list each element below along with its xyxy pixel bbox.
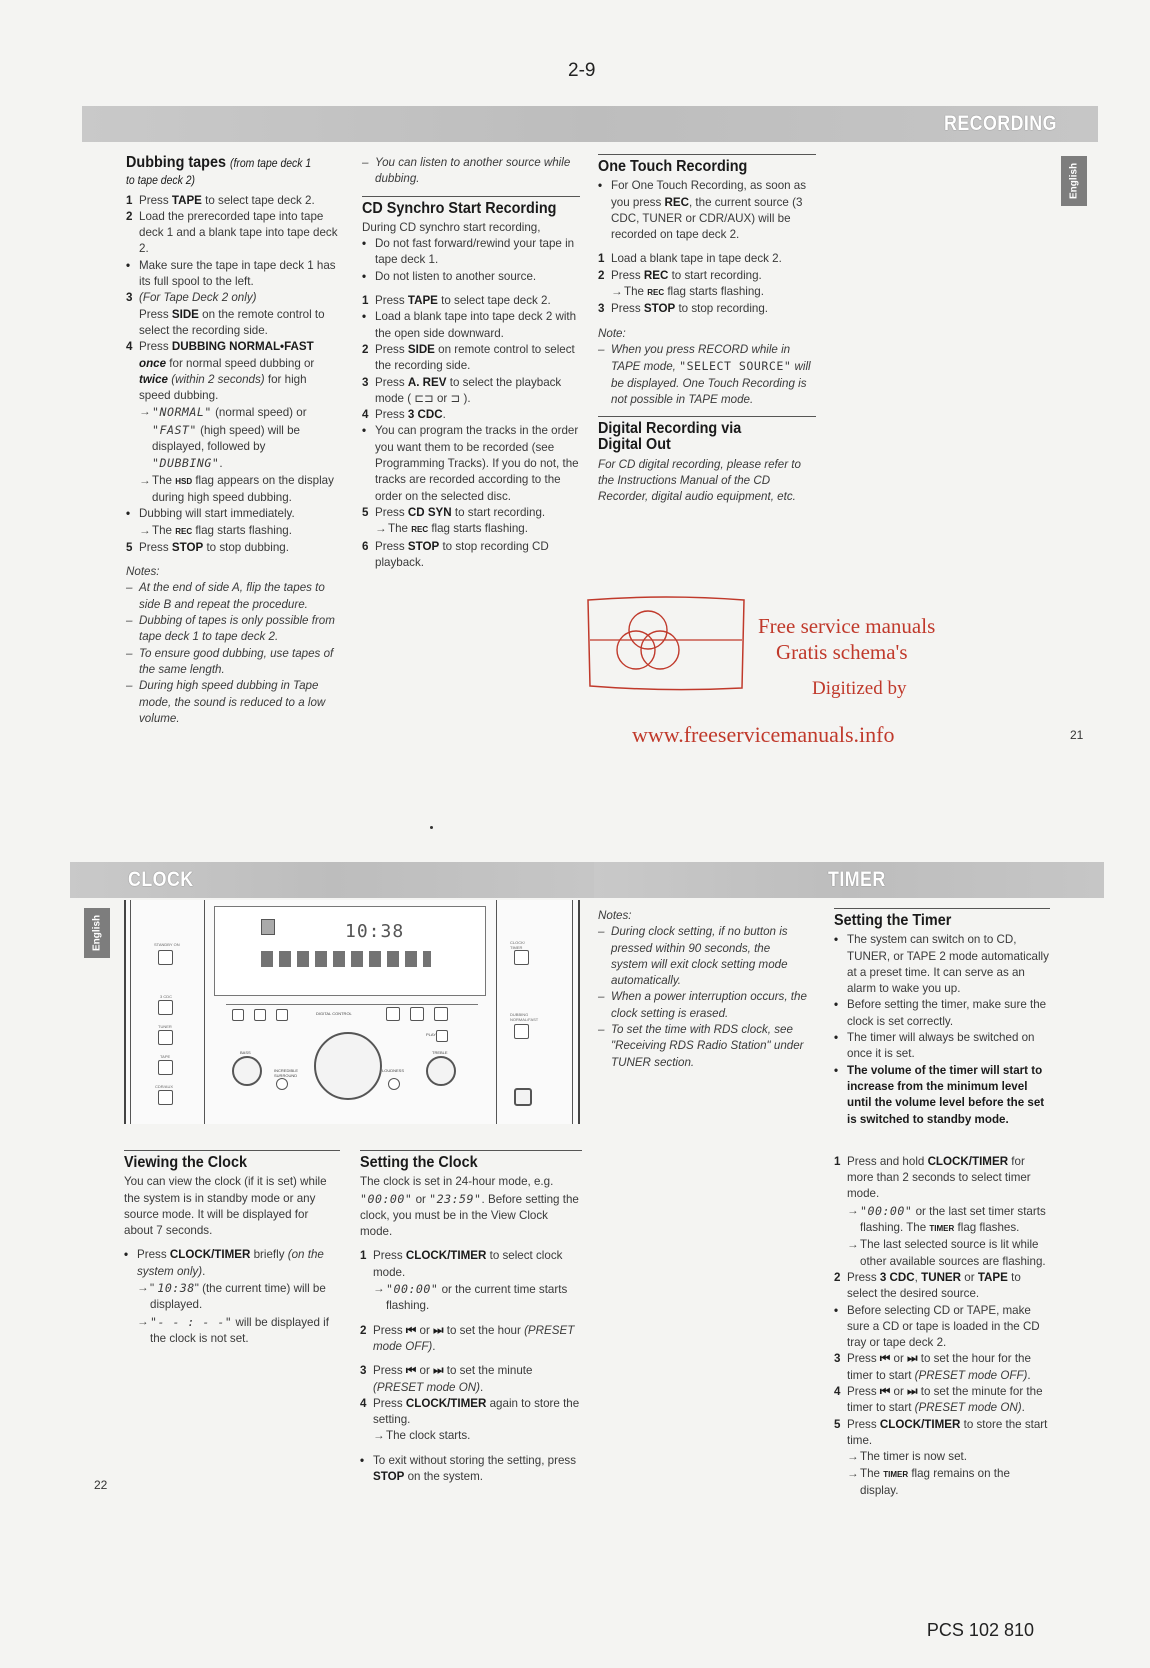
incredible-surround-label: INCREDIBLE SURROUND [274,1068,299,1078]
next-track-icon: ⏭ [907,1352,918,1366]
lcd-time-readout: 10:38 [345,921,405,942]
play-label: PLAY [426,1032,436,1037]
display-icons [261,919,275,935]
digital-recording-title: Digital Recording via Digital Out [598,420,742,454]
setting-clock-section: Setting the Clock The clock is set in 24-hour mode, e.g. "00:00" or "23:59". Before setting the clock, you must be in the View Clock mode. 1 Press CLOCK/TIMER to select clock mode. → "00:00" or the current time starts flashing. 2 Press ⏮ or ⏭ to set the hour (PRESET mode OFF). 3 Press ⏮ or ⏭ to set the minute (PRESET mode ON). 4 Press CLOCK/TIMER again to store the setting. → The clock starts. • To exit without storing the setting, press STOP on the system. [360,1150,582,1485]
prev-track-icon: ⏮ [405,1364,417,1378]
device-front-panel [124,900,580,1128]
repeat-icon: ⊏⊐ [414,391,434,405]
next-button[interactable] [254,1009,266,1021]
loudness-label: LOUDNESS [382,1068,405,1073]
recording-band-title: RECORDING [944,112,1057,135]
side-tab-english-right: English [1061,156,1087,206]
device-body [124,900,580,1124]
clock-timer-button[interactable] [514,950,529,965]
play-button[interactable] [436,1030,448,1042]
treble-knob[interactable] [426,1056,456,1086]
next-track-icon: ⏭ [433,1364,444,1378]
display-window [214,906,486,996]
timer-band [594,862,1104,898]
cd-synchro-section: – You can listen to another source while dubbing. CD Synchro Start Recording During CD synchro start recording, • Do not fast forward/rewind your tape in tape deck 1. • Do not listen to another source. 1 Press TAPE to select tape deck 2. • Load a blank tape into tape deck 2 with the open side downward. 2 Press SIDE on remote control to select the recording side. 3 Press A. REV to select the playback mode ( ⊏⊐ or ⊐ ). 4 Press 3 CDC. • You can program the tracks in the order you want them to be recorded (see Programming Tracks). If you do not, the tracks are recorded according to the order on the selected disc. 5 Press CD SYN to start recording. → The REC flag starts flashing. 6 Press STOP to stop recording CD playback. [362,156,579,569]
standby-label: STANDBY ON [154,942,180,947]
clock-timer-label: CLOCK/ TIMER [510,940,525,950]
volume-knob[interactable] [314,1032,382,1100]
watermark-line1: Free service manuals [758,614,936,638]
incredible-surround-button[interactable] [276,1078,288,1090]
setting-clock-title: Setting the Clock [360,1154,478,1171]
3cdc-button[interactable] [158,1000,173,1015]
prev-button[interactable] [232,1009,244,1021]
viewing-clock-section: Viewing the Clock You can view the clock (if it is set) while the system is in standby mode or any source mode. It will be displayed for about 7 seconds. • Press CLOCK/TIMER briefly (on the system only). → " 10:38" (the current time) will be displayed. → "- - : - -" will be displayed if the clock is not set. [124,1150,340,1347]
one-touch-title: One Touch Recording [598,158,748,175]
prog-button[interactable] [434,1007,448,1021]
cds-button[interactable] [386,1007,400,1021]
digital-control-label: DIGITAL CONTROL [316,1011,352,1016]
watermark-logo [586,594,746,692]
tape-label: TAPE [160,1054,171,1059]
dubbing-button[interactable] [514,1024,529,1039]
tuner-button[interactable] [158,1030,173,1045]
bass-label: BASS [240,1050,251,1055]
clock-band-title: CLOCK [128,868,194,891]
watermark-line2: Gratis schema's [776,640,908,664]
next-track-icon: ⏭ [907,1385,918,1399]
watermark-line3: Digitized by [812,678,907,699]
timer-band-title: TIMER [828,868,886,891]
bass-knob[interactable] [232,1056,262,1086]
dubbing-notes-label: Notes: [126,565,160,579]
tuner-label: TUNER [158,1024,172,1029]
dubbing-label: DUBBING NORMAL/FAST [510,1012,539,1022]
page-number-top: 2-9 [568,60,596,81]
setting-timer-section: Setting the Timer • The system can switch on to CD, TUNER, or TAPE 2 mode automatically at a preset time. It can serve as an alarm to wake you up. • Before setting the timer, make sure the clock is set correctly. • The timer will always be switched on once it is set. • The volume of the timer will start to increase from the minimum level until the volume level before the set is switched to standby mode. 1 Press and hold CLOCK/TIMER for more than 2 seconds to select timer mode. → "00:00" or the last set timer starts flashing. The TIMER flag flashes. → The last selected source is lit while other available sources are flashing. 2 Press 3 CDC, TUNER or TAPE to select the desired source. • Before selecting CD or TAPE, make sure a CD or tape is loaded in the CD tray or tape deck 2. 3 Press ⏮ or ⏭ to set the hour for the timer to start (PRESET mode OFF). 4 Press ⏮ or ⏭ to set the minute for the timer to start (PRESET mode ON). 5 Press CLOCK/TIMER to store the start time. → The timer is now set. → The TIMER flag remains on the display. [834,908,1050,1499]
single-side-icon: ⊐ [450,391,461,405]
side-tab-english-left: English [84,908,110,958]
dubbing-title: Dubbing tapes (from tape deck 1 to tape deck 2) [126,154,312,188]
loudness-button[interactable] [388,1078,400,1090]
setting-timer-title: Setting the Timer [834,912,952,929]
display-bars [261,951,431,967]
watermark-url[interactable]: www.freeservicemanuals.info [632,722,895,747]
clock-notes: Notes: – During clock setting, if no button is pressed within 90 seconds, the system will exit clock setting mode automatically. – When a power interruption occurs, the clock setting is erased. – To set the time with RDS clock, see "Receiving RDS Radio Station" under TUNER section. [598,909,807,1069]
standby-button[interactable] [158,950,173,965]
page-number-right: 21 [1070,728,1084,742]
cdraux-label: CDR/AUX [155,1084,174,1089]
prev-track-icon: ⏮ [879,1352,891,1366]
listen-note: – You can listen to another source while dubbing. [362,156,571,186]
treble-label: TREBLE [432,1050,448,1055]
prev-track-icon: ⏮ [405,1323,417,1337]
clock-band [70,862,594,898]
tape-button[interactable] [158,1060,173,1075]
3cdc-label: 3 CDC [160,994,173,999]
dubbing-section: Dubbing tapes (from tape deck 1 to tape deck 2) 1 Press TAPE to select tape deck 2. 2 Load the prerecorded tape into tape deck 1 and a blank tape into tape deck 2. • Make sure the tape in tape deck 1 has its full spool to the left. 3 (For Tape Deck 2 only) Press SIDE on the remote control to select the recording side. 4 Press DUBBING NORMAL•FAST once for normal speed dubbing or twice (within 2 seconds) for high speed dubbing. → "NORMAL" (normal speed) or "FAST" (high speed) will be displayed, followed by "DUBBING". → The HSD flag appears on the display during high speed dubbing. • Dubbing will start immediately. → The REC flag starts flashing. 5 Press STOP to stop dubbing. Notes: – At the end of side A, flip the tapes to side B and repeat the procedure. – Dubbing of tapes is only possible from tape deck 1 to tape deck 2. – To ensure good dubbing, use tapes of the same length. – During high speed dubbing in Tape mode, the sound is reduced to a low volume. [126,154,338,725]
document-code: PCS 102 810 [926,1620,1034,1640]
headphone-jack-icon [514,1088,532,1106]
control-strip [226,1004,478,1027]
cd-synchro-title: CD Synchro Start Recording [362,199,557,217]
next-track-icon: ⏭ [433,1323,444,1337]
prev-track-icon: ⏮ [879,1385,891,1399]
rings-logo-icon [586,594,746,692]
stray-dot [430,826,433,829]
digital-recording-text: For CD digital recording, please refer to the Instructions Manual of the CD Recorder, digital audio equipment, etc. [598,457,801,504]
stop-button[interactable] [276,1009,288,1021]
one-touch-section: One Touch Recording • For One Touch Recording, as soon as you press REC, the current source (3 CDC, TUNER or CDR/AUX) will be recorded on tape deck 2. 1 Load a blank tape in tape deck 2. 2 Press REC to start recording. → The REC flag starts flashing. 3 Press STOP to stop recording. Note: – When you press RECORD while in TAPE mode, "SELECT SOURCE" will be displayed. One Touch Recording is not possible in TAPE mode. Digital Recording via Digital Out For CD digital recording, please refer to the Instructions Manual of the CD Recorder, digital audio equipment, etc. [598,154,816,506]
recording-band [82,106,1098,142]
viewing-clock-title: Viewing the Clock [124,1154,247,1171]
page-number-left: 22 [94,1478,108,1492]
record-button[interactable] [410,1007,424,1021]
cdraux-button[interactable] [158,1090,173,1105]
